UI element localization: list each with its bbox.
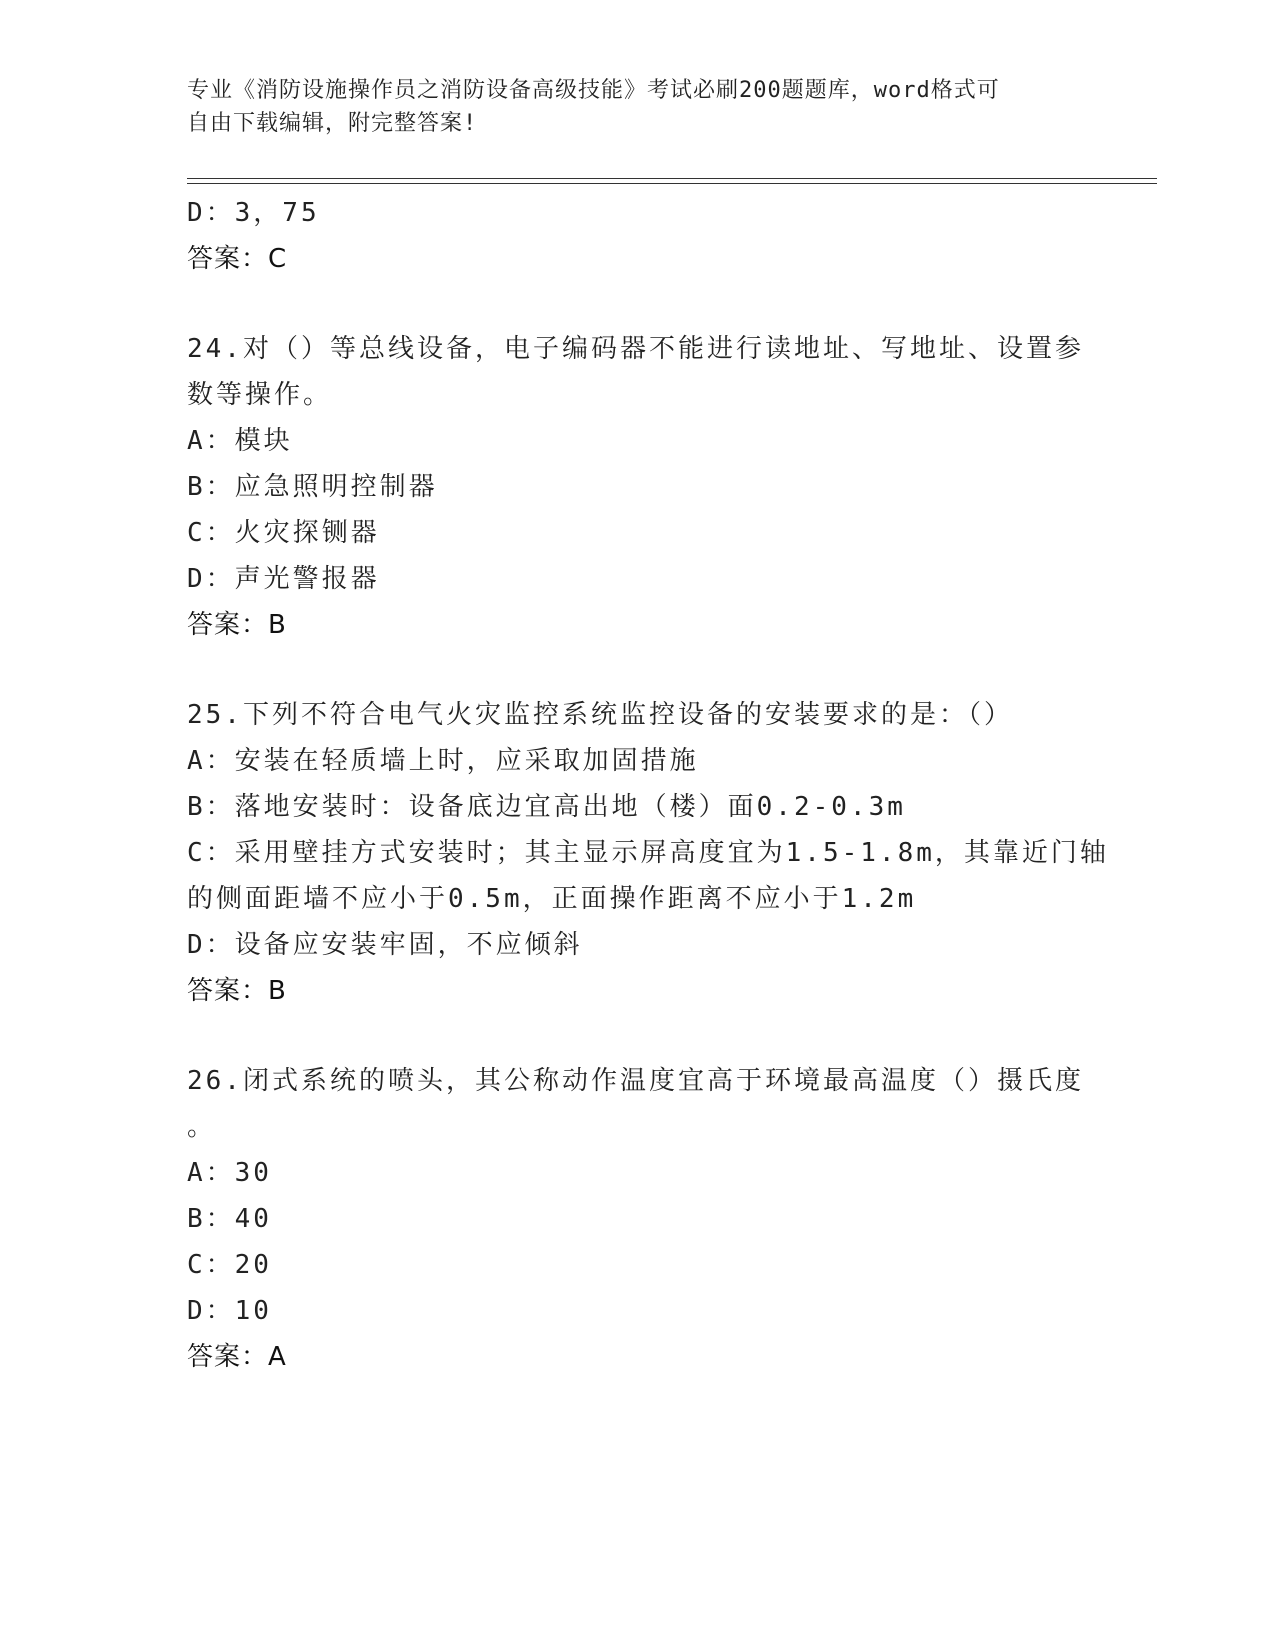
document-page xyxy=(187,0,1157,1650)
option-line: D：3，75 xyxy=(187,198,320,228)
header-rule-top xyxy=(187,178,1157,179)
option-line: A：30 xyxy=(187,1158,272,1188)
question-26 xyxy=(187,1058,1087,1380)
question-content xyxy=(187,190,1109,1380)
answer-line: 答案：A xyxy=(187,1342,287,1372)
option-line: C：采用壁挂方式安装时；其主显示屏高度宜为1.5-1.8m，其靠近门轴 xyxy=(187,838,1109,868)
option-line: D：声光警报器 xyxy=(187,564,380,594)
answer-line: 答案：B xyxy=(187,610,287,640)
option-line: D：设备应安装牢固，不应倾斜 xyxy=(187,930,583,960)
document-header xyxy=(187,74,1087,140)
option-line: C：20 xyxy=(187,1250,272,1280)
answer-line: 答案：B xyxy=(187,976,287,1006)
option-line: B：落地安装时：设备底边宜高出地（楼）面0.2-0.3m xyxy=(187,792,906,822)
header-line-2: 自由下载编辑，附完整答案! xyxy=(187,111,478,136)
option-line: D：10 xyxy=(187,1296,272,1326)
question-gap xyxy=(187,1014,1087,1058)
question-stem-line: 。 xyxy=(187,1112,217,1142)
question-gap xyxy=(187,282,1087,326)
answer-line: 答案：C xyxy=(187,244,288,274)
option-line: C：火灾探铡器 xyxy=(187,518,380,548)
question-stem-line: 数等操作。 xyxy=(187,380,333,410)
header-line-1: 专业《消防设施操作员之消防设备高级技能》考试必刷200题题库，word格式可 xyxy=(187,78,1000,103)
header-rule-bottom xyxy=(187,183,1157,184)
option-line: B：40 xyxy=(187,1204,272,1234)
option-line: B：应急照明控制器 xyxy=(187,472,438,502)
question-stem-line: 24.对（）等总线设备，电子编码器不能进行读地址、写地址、设置参 xyxy=(187,334,1084,364)
question-stem-line: 26.闭式系统的喷头，其公称动作温度宜高于环境最高温度（）摄氏度 xyxy=(187,1066,1084,1096)
question-25 xyxy=(187,692,1109,1014)
question-stem-line: 25.下列不符合电气火灾监控系统监控设备的安装要求的是：（） xyxy=(187,700,1013,730)
question-gap xyxy=(187,648,1087,692)
question-23-fragment xyxy=(187,190,1087,282)
option-line: A：安装在轻质墙上时，应采取加固措施 xyxy=(187,746,699,776)
option-line: A：模块 xyxy=(187,426,293,456)
option-line: 的侧面距墙不应小于0.5m，正面操作距离不应小于1.2m xyxy=(187,884,917,914)
question-24 xyxy=(187,326,1087,648)
